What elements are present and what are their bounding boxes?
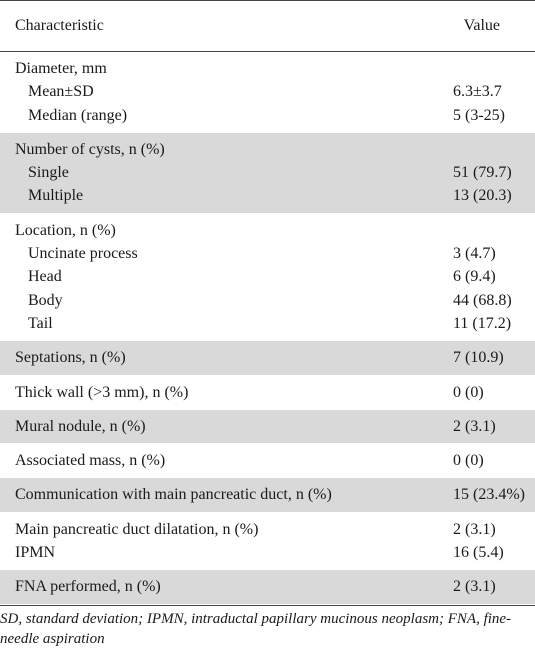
- table-group: [0, 214, 535, 341]
- row-value: 3 (4.7): [453, 245, 496, 263]
- row-value: 6 (9.4): [453, 268, 496, 286]
- row-value: 13 (20.3): [453, 187, 512, 205]
- header-value: Value: [463, 17, 500, 34]
- row-label: Uncinate process: [28, 245, 138, 263]
- row-value: 6.3±3.7: [453, 83, 502, 101]
- table-row: [0, 57, 535, 80]
- row-value: 0 (0): [453, 452, 484, 470]
- row-value: 15 (23.4%): [453, 486, 525, 504]
- row-value: 0 (0): [453, 383, 484, 401]
- row-value: [453, 219, 535, 242]
- row-label: Diameter, mm: [15, 60, 107, 77]
- row-value: 2 (3.1): [453, 520, 496, 538]
- table-group: [0, 341, 535, 375]
- table-group: [0, 376, 535, 410]
- table-group: [0, 410, 535, 444]
- row-label: Thick wall (>3 mm), n (%): [15, 383, 189, 401]
- row-value: 2 (3.1): [453, 578, 496, 596]
- table-row: [0, 138, 535, 161]
- table-row: [0, 483, 535, 506]
- row-value: 5 (3-25): [453, 106, 505, 124]
- table-row: [0, 184, 535, 207]
- table-row: [0, 289, 535, 312]
- row-value: 16 (5.4): [453, 544, 504, 562]
- row-label: Location, n (%): [15, 221, 116, 239]
- row-value: 2 (3.1): [453, 417, 496, 435]
- row-label: Tail: [28, 314, 53, 332]
- row-label: FNA performed, n (%): [15, 578, 161, 596]
- row-label: Associated mass, n (%): [15, 452, 166, 470]
- table-header: [0, 1, 535, 52]
- row-label: Communication with main pancreatic duct, n (%): [15, 486, 332, 504]
- row-label: Number of cysts, n (%): [15, 140, 165, 158]
- table-group: [0, 570, 535, 604]
- table-group: [0, 52, 535, 133]
- row-label: Mural nodule, n (%): [15, 417, 146, 435]
- table-group: [0, 444, 535, 478]
- row-label: Head: [28, 268, 62, 286]
- table-row: [0, 242, 535, 265]
- table-row: [0, 518, 535, 541]
- row-label: IPMN: [15, 544, 56, 562]
- row-label: Body: [28, 291, 63, 309]
- table-row: [0, 80, 535, 103]
- row-value: 44 (68.8): [453, 291, 512, 309]
- row-value: [453, 138, 535, 161]
- table-group: [0, 513, 535, 571]
- row-label: Median (range): [28, 106, 128, 124]
- row-label: Main pancreatic duct dilatation, n (%): [15, 520, 259, 538]
- table-group: [0, 133, 535, 214]
- row-label: Mean±SD: [28, 83, 94, 101]
- table-row: [0, 104, 535, 127]
- row-value: [453, 57, 535, 80]
- row-label: Single: [28, 164, 69, 182]
- table-row: [0, 161, 535, 184]
- table-body: [0, 52, 535, 605]
- table-row: [0, 381, 535, 404]
- row-value: 7 (10.9): [453, 349, 504, 367]
- row-value: 51 (79.7): [453, 164, 512, 182]
- table-row: [0, 541, 535, 564]
- table-row: [0, 312, 535, 335]
- table-row: [0, 346, 535, 369]
- table-row: [0, 415, 535, 438]
- table-row: [0, 265, 535, 288]
- row-label: Septations, n (%): [15, 349, 126, 367]
- table-group: [0, 478, 535, 512]
- table-row: [0, 575, 535, 598]
- table-row: [0, 219, 535, 242]
- table-footnote: SD, standard deviation; IPMN, intraductal papillary mucinous neoplasm; FNA, fine-needle aspiration: [0, 610, 512, 647]
- header-characteristic: Characteristic: [15, 17, 104, 34]
- table-row: [0, 449, 535, 472]
- row-value: 11 (17.2): [453, 314, 512, 332]
- row-label: Multiple: [28, 187, 84, 205]
